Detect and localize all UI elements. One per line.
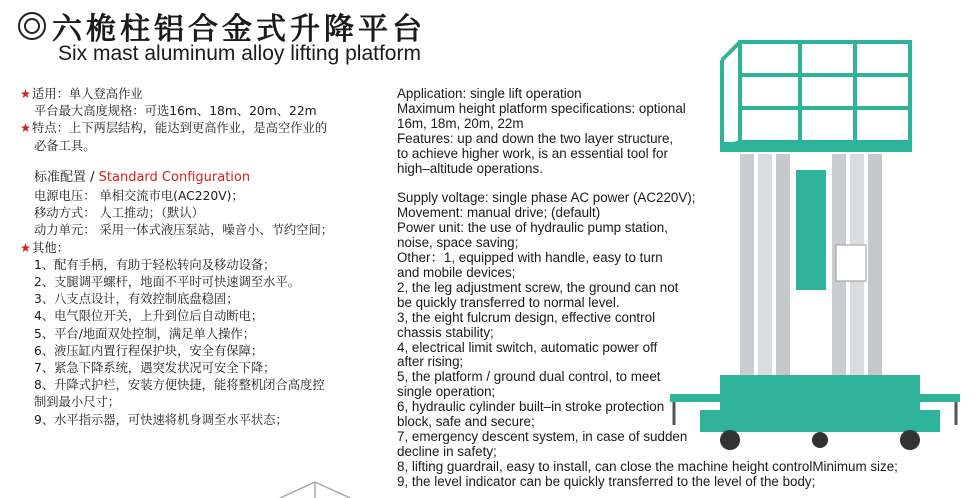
en-line: Power unit: the use of hydraulic pump station, bbox=[397, 220, 668, 236]
std-config-heading: 标准配置 / Standard Configuration bbox=[34, 169, 251, 185]
en-line: 9, the level indicator can be quickly transferred to the level of the body; bbox=[397, 473, 816, 489]
en-line: 16m, 18m, 20m, 22m bbox=[397, 115, 524, 131]
en-line: and mobile devices; bbox=[397, 264, 516, 280]
base-body bbox=[670, 375, 960, 432]
features-line: ★特点：上下两层结构，能达到更高作业，是高空作业的 bbox=[20, 121, 328, 136]
others-heading: ★其他： bbox=[20, 240, 69, 255]
en-line: noise, space saving; bbox=[397, 235, 519, 251]
list-item: 1、配有手柄，有助于轻松转向及移动设备； bbox=[34, 257, 276, 272]
features-cont-line: 必备工具。 bbox=[34, 138, 96, 153]
circle-bullet-icon bbox=[18, 12, 46, 40]
en-line: 7, emergency descent system, in case of sudden bbox=[397, 428, 688, 444]
partial-guardrail-graphic bbox=[270, 478, 360, 498]
en-line: Supply voltage: single phase AC power (AC220V); bbox=[397, 190, 696, 206]
en-line: 6, hydraulic cylinder built–in stroke protection bbox=[397, 399, 665, 415]
application-line: ★适用：单人登高作业 bbox=[20, 87, 143, 101]
en-line: high–altitude operations. bbox=[397, 160, 543, 176]
star-icon: ★ bbox=[20, 240, 32, 255]
en-line: after rising; bbox=[397, 354, 464, 370]
list-item: 3、八支点设计，有效控制底盘稳固； bbox=[34, 292, 239, 307]
en-line: 8, lifting guardrail, easy to install, can close the machine height controlMinimum size; bbox=[397, 458, 898, 474]
en-line: 3, the eight fulcrum design, effective control bbox=[397, 309, 656, 325]
list-item: 9、水平指示器，可快速将机身调至水平状态； bbox=[34, 412, 288, 427]
en-line: block, safe and secure; bbox=[397, 414, 535, 430]
en-line: be quickly transferred to normal level. bbox=[397, 294, 620, 310]
star-icon: ★ bbox=[20, 121, 32, 136]
en-line: Features: up and down the two layer structure, bbox=[397, 130, 674, 146]
warning-label bbox=[836, 245, 866, 281]
chinese-spec-column bbox=[20, 86, 390, 429]
power-unit-line: 动力单元： 采用一体式液压泵站，噪音小、节约空间； bbox=[34, 223, 334, 238]
wheels bbox=[720, 430, 920, 450]
en-line: single operation; bbox=[397, 384, 496, 400]
en-line: Movement: manual drive; (default) bbox=[397, 205, 601, 221]
power-line: 电源电压： 单相交流市电(AC220V)； bbox=[34, 189, 244, 204]
list-item: 7、紧急下降系统，遇突发状况可安全下降； bbox=[34, 361, 276, 376]
list-item: 6、液压缸内置行程保护块，安全有保障； bbox=[34, 343, 264, 358]
en-line: chassis stability; bbox=[397, 324, 494, 340]
top-guardrail bbox=[722, 42, 910, 148]
en-line: 2, the leg adjustment screw, the ground can not bbox=[397, 279, 679, 295]
en-line: decline in safety; bbox=[397, 443, 497, 459]
en-line: Application: single lift operation bbox=[397, 86, 582, 101]
en-line: Other：1, equipped with handle, easy to turn bbox=[397, 250, 663, 266]
en-line: 4, electrical limit switch, automatic power off bbox=[397, 339, 658, 355]
list-item: 2、支腿调平螺杆，地面不平时可快速调至水平。 bbox=[34, 275, 301, 290]
page-title-cn: 六桅柱铝合金式升降平台 bbox=[52, 12, 426, 47]
star-icon: ★ bbox=[20, 87, 32, 101]
platform-deck bbox=[720, 142, 912, 152]
lifting-platform-illustration bbox=[660, 30, 970, 470]
en-line: to achieve higher work, is an essential tool for bbox=[397, 145, 668, 161]
max-height-line: 平台最大高度规格：可选16m、18m、20m、22m bbox=[34, 104, 317, 119]
mast-frame bbox=[796, 170, 826, 290]
list-item: 制到最小尺寸； bbox=[34, 395, 121, 410]
list-item: 8、升降式护栏，安装方便快捷，能将整机闭合高度控 bbox=[34, 378, 325, 393]
list-item: 4、电气限位开关，上升到位后自动断电； bbox=[34, 309, 264, 324]
list-item: 5、平台/地面双处控制，满足单人操作； bbox=[34, 326, 256, 341]
page-title-en: Six mast aluminum alloy lifting platform bbox=[58, 42, 421, 65]
en-line: 5, the platform / ground dual control, to meet bbox=[397, 369, 661, 385]
en-line: Maximum height platform specifications: optional bbox=[397, 100, 686, 116]
movement-line: 移动方式： 人工推动；（默认） bbox=[34, 206, 204, 221]
